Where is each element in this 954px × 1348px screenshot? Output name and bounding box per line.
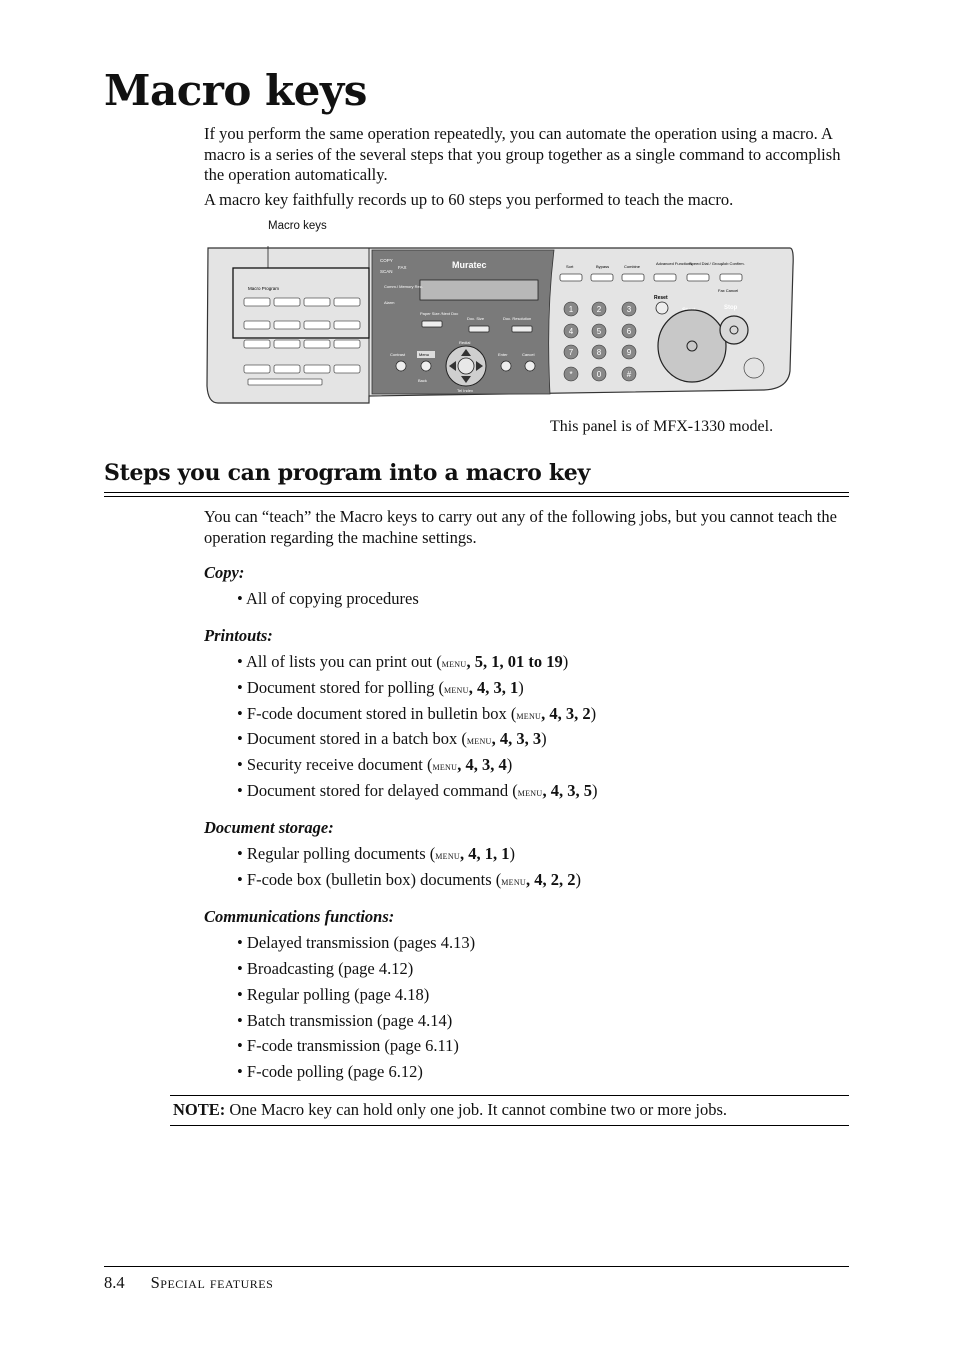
svg-text:Reset: Reset — [654, 295, 668, 301]
note-rule-top — [170, 1095, 849, 1096]
list-item: • All of copying procedures — [237, 589, 419, 608]
intro-paragraph-2: A macro key faithfully records up to 60 steps you performed to teach the macro. — [204, 190, 734, 209]
svg-text:Menu: Menu — [419, 352, 430, 357]
svg-text:Advanced Functions: Advanced Functions — [656, 261, 693, 266]
macro-key-m4 — [334, 298, 360, 306]
note-text: One Macro key can hold only one job. It cannot combine two or more jobs. — [229, 1100, 728, 1119]
list-item: • F-code document stored in bulletin box (menu, 4, 3, 2) — [237, 704, 597, 723]
list-item: • Security receive document (menu, 4, 3, 4) — [237, 755, 513, 774]
footer-section: Special features — [150, 1273, 274, 1292]
note-rule-bottom — [170, 1125, 849, 1126]
macro-key-m5 — [244, 321, 270, 329]
svg-text:7: 7 — [568, 348, 574, 357]
list-item: • Batch transmission (page 4.14) — [237, 1011, 453, 1030]
svg-text:Job Confirm.: Job Confirm. — [722, 261, 745, 266]
figure-callout-label: Macro keys — [268, 220, 327, 232]
macro-key-m8 — [334, 321, 360, 329]
svg-text:Stop: Stop — [724, 305, 738, 311]
macro-key-m3 — [304, 298, 330, 306]
svg-text:Cancel: Cancel — [522, 352, 535, 357]
svg-text:SCAN: SCAN — [380, 269, 393, 274]
list-item: • F-code box (bulletin box) documents (menu, 4, 2, 2) — [237, 870, 581, 889]
svg-text:Alarm: Alarm — [384, 300, 395, 305]
list-item: • Document stored for delayed command (menu, 4, 3, 5) — [237, 781, 598, 800]
svg-text:0: 0 — [596, 370, 602, 379]
section-heading: Steps you can program into a macro key — [104, 460, 590, 486]
list-item: • F-code polling (page 6.12) — [237, 1062, 423, 1081]
intro-paragraph-1: If you perform the same operation repeatedly, you can automate the operation using a macro. A macro is a series of the several steps that you group together as a single command to accomplish the operation automatically. — [204, 124, 841, 184]
svg-text:9: 9 — [626, 348, 632, 357]
svg-text:4: 4 — [568, 327, 574, 336]
svg-text:6: 6 — [626, 327, 632, 336]
footer-rule — [104, 1266, 849, 1267]
list-item: • F-code transmission (page 6.11) — [237, 1036, 459, 1055]
list-item: • Regular polling (page 4.18) — [237, 985, 430, 1004]
svg-text:Contrast: Contrast — [390, 352, 406, 357]
svg-text:Comm./ Memory Rec.: Comm./ Memory Rec. — [384, 284, 423, 289]
figure-caption: This panel is of MFX-1330 model. — [550, 418, 774, 435]
list-item: • Document stored in a batch box (menu, 4, 3, 3) — [237, 729, 547, 748]
category-heading: Printouts: — [204, 626, 273, 645]
svg-text:8: 8 — [596, 348, 602, 357]
macro-key-m1 — [244, 298, 270, 306]
macro-key-m7 — [304, 321, 330, 329]
svg-text:Speed Dial / Group: Speed Dial / Group — [689, 261, 724, 266]
svg-text:Sort: Sort — [566, 264, 574, 269]
macro-key-m6 — [274, 321, 300, 329]
page-number: 8.4 — [104, 1273, 125, 1292]
svg-text:1: 1 — [568, 305, 574, 314]
svg-text:Bypass: Bypass — [596, 264, 610, 269]
svg-text:5: 5 — [596, 327, 602, 336]
category-heading: Document storage: — [204, 818, 334, 837]
list-item: • Regular polling documents (menu, 4, 1, 1) — [237, 844, 516, 863]
svg-text:COPY: COPY — [380, 258, 393, 263]
stop-button — [720, 316, 748, 344]
note-label: NOTE: — [173, 1100, 226, 1119]
macro-program-label: Macro Program — [248, 286, 280, 291]
section-lead: You can “teach” the Macro keys to carry out any of the following jobs, but you cannot teach the operation regarding the machine settings. — [204, 507, 837, 547]
svg-text:Back: Back — [418, 378, 427, 383]
page-title: Macro keys — [104, 66, 367, 115]
svg-text:Fax Cancel: Fax Cancel — [718, 288, 739, 293]
brand-logo: Muratec — [452, 260, 487, 270]
svg-text:Doc. Size: Doc. Size — [467, 316, 485, 321]
heading-rule — [104, 496, 849, 497]
svg-text:Doc. Resolution: Doc. Resolution — [503, 316, 532, 321]
svg-text:Combine: Combine — [624, 264, 641, 269]
category-heading: Communications functions: — [204, 907, 395, 926]
list-item: • Document stored for polling (menu, 4, 3, 1) — [237, 678, 524, 697]
heading-rule — [104, 492, 849, 493]
page-footer — [104, 1273, 273, 1293]
svg-text:Paper Size /Next Doc: Paper Size /Next Doc — [420, 311, 459, 316]
list-item: • All of lists you can print out (menu, 5, 1, 01 to 19) — [237, 652, 569, 671]
svg-text:FAX: FAX — [398, 265, 407, 270]
svg-text:Tel Index: Tel Index — [457, 388, 474, 393]
control-panel-figure — [204, 246, 796, 406]
svg-text:*: * — [569, 370, 573, 379]
svg-text:Enter: Enter — [498, 352, 508, 357]
list-item: • Broadcasting (page 4.12) — [237, 959, 414, 978]
svg-text:3: 3 — [626, 305, 632, 314]
svg-text:Redial: Redial — [459, 340, 471, 345]
svg-text:#: # — [626, 370, 632, 379]
list-item: • Delayed transmission (pages 4.13) — [237, 933, 476, 952]
lcd-display — [420, 280, 538, 300]
category-heading: Copy: — [204, 563, 245, 582]
note — [173, 1100, 727, 1120]
start-button — [658, 310, 726, 382]
macro-key-m2 — [274, 298, 300, 306]
svg-text:2: 2 — [596, 305, 602, 314]
